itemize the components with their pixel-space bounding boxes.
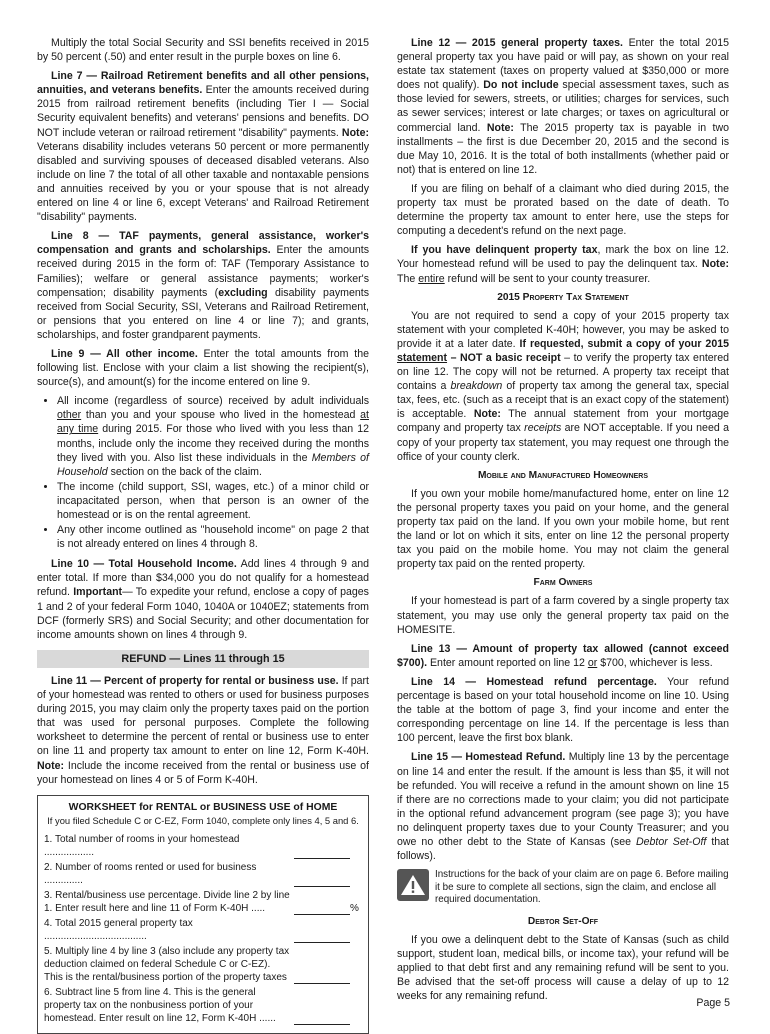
page-number: Page 5: [696, 996, 730, 1009]
worksheet-row-label: 1. Total number of rooms in your homestead ..................: [44, 833, 240, 858]
delinquent-paragraph: If you have delinquent property tax, mark the box on line 12. Your homestead refund will be used to pay the delinquent tax. Note: The entire refund will be sent to your county treasurer.: [397, 244, 729, 285]
worksheet-percent-sign: %: [350, 902, 359, 914]
line14-heading: Line 14 — Homestead refund percentage.: [411, 675, 657, 688]
right-column: [397, 36, 729, 1008]
notice-box: [397, 869, 729, 907]
line7-paragraph: Line 7 — Railroad Retirement benefits and all other pensions, annuities, and veterans benefits. Enter the amounts received during 2015 from railroad retirement benefits (including Tier I — Social Security equivalent benefits) and veterans' pensions and benefits. DO NOT include veteran or railroad retirement "disability" payments. Note: Veterans disability includes veterans 50 percent or more permanently disabled and surviving spouses of deceased disabled veterans. Also include on line 7 the total of all other taxable and nontaxable pensions and annuities received by you or your spouse that is not already entered on line 4 or line 6, except Veterans' and Railroad Retirement "disability" payments.: [37, 70, 370, 224]
statement-paragraph: You are not required to send a copy of your 2015 property tax statement with your completed K-40H; however, you may be asked to provide it at a later date. If requested, submit a copy of your 2015 statement – NOT a basic receipt – to verify the property tax entered on line 12. The copy will not be returned. A property tax receipt that contains a breakdown of property tax among the general tax, special tax, fees, etc. (such as a receipt that is an exact copy of the statement) is acceptable. Note: The annual statement from your mortgage company and property tax receipts are NOT acceptable. If you need a copy of your property tax statement, you may request one through the office of your county clerk.: [397, 309, 729, 463]
decedent-paragraph: If you are filing on behalf of a claimant who died during 2015, the property tax must be prorated based on the date of death. To determine the property tax amount to enter here, use the steps for computing a decedent's refund on the next page.: [397, 182, 729, 238]
worksheet-row-label: 5. Multiply line 4 by line 3 (also include any property tax deduction claimed on federal Schedule C or C-EZ). This is the rental/business portion of the property taxes: [44, 945, 290, 983]
line15-heading: Line 15 — Homestead Refund.: [411, 751, 566, 764]
line9-paragraph: Line 9 — All other income. Enter the total amounts from the following list. Enclose with your claim a list showing the recipient(s), source(s), and amount(s) for the income entered on line 9.: [37, 347, 369, 389]
list-item: • Any other income outlined as "household income" on page 2 that is not already entered on lines 4 through 8.: [57, 523, 369, 551]
mobile-paragraph: If you own your mobile home/manufactured home, enter on line 12 the personal property taxes you paid on your home, and the general property tax paid on the land. If you own your mobile home, but rent the land or lot on which it sits, enter on line 12 the personal property tax you paid on the mobile home. You may not claim the general property tax paid on the rented property.: [397, 487, 729, 571]
debtor-heading: Debtor Set-Off: [527, 915, 599, 927]
worksheet-row: [44, 945, 362, 984]
worksheet-answer-field[interactable]: [294, 875, 350, 887]
notice-text: Instructions for the back of your claim are on page 6. Before mailing it be sure to complete all sections, sign the claim, and enclose all required documentation.: [435, 869, 729, 906]
worksheet-answer-field[interactable]: [294, 972, 350, 984]
statement-heading: 2015 Property Tax Statement: [497, 291, 629, 303]
list-item: • All income (regardless of source) received by adult individuals other than you and your spouse who lived in the homestead at any time during 2015. For those who lived with you less than 12 months, include only the income they received during the months they lived with you. Also list these individuals in the Members of Household section on the back of the claim.: [57, 394, 369, 479]
line11-heading: Line 11 — Percent of property for rental or business use.: [51, 674, 339, 687]
worksheet-answer-field[interactable]: [294, 931, 350, 943]
refund-section-bar: REFUND — Lines 11 through 15: [37, 650, 369, 668]
worksheet-row-label: 4. Total 2015 general property tax .....................................: [44, 917, 193, 942]
line10-paragraph: Line 10 — Total Household Income. Add lines 4 through 9 and enter total. If more than $34,000 you do not qualify for a homestead refund. Important— To expedite your refund, enclose a copy of pages 1 and 2 of your federal Form 1040, 1040A or 1040EZ; statements from DCF (formerly SRS) and Social Security; and other documentation for income amounts shown on lines 4 through 9.: [37, 558, 369, 641]
debtor-paragraph: If you owe a delinquent debt to the State of Kansas (such as child support, student loan, medical bills, or income tax), your refund will be applied to that debt first and any remaining refund will be sent to you. Be advised that the set-off process will cause a delay of up to 12 weeks for any remaining refund.: [397, 933, 729, 1003]
line8-paragraph: Line 8 — TAF payments, general assistance, worker's compensation and grants and scholarships. Enter the amounts received during 2015 in the form of: TAF (Temporary Assistance to Families); welfare or general assistance payments; worker's compensation; disability payments (excluding disability payments received from Social Security, SSI, Veterans and Railroad Retirement, or pensions that you entered on line 4 or line 7); and grants, scholarships, and foster grandparent payments.: [37, 230, 369, 341]
farm-heading: Farm Owners: [533, 577, 593, 589]
worksheet-row-label: 6. Subtract line 5 from line 4. This is the general property tax on the nonbusiness portion of your homestead. Enter result on line 12, Form K-40H ......: [44, 986, 276, 1024]
worksheet-answer-field[interactable]: [294, 903, 350, 915]
worksheet-row: [44, 833, 362, 859]
worksheet-row: [44, 986, 362, 1025]
line9-heading: Line 9 — All other income.: [51, 347, 198, 360]
warning-icon: [397, 869, 429, 901]
worksheet-subtitle: If you filed Schedule C or C-EZ, Form 1040, complete only lines 4, 5 and 6.: [47, 814, 359, 826]
worksheet-row: [44, 889, 362, 915]
line10-heading: Line 10 — Total Household Income.: [51, 558, 237, 571]
mobile-heading: Mobile and Manufactured Homeowners: [477, 469, 649, 481]
worksheet-answer-field[interactable]: [294, 847, 350, 859]
left-column: [37, 36, 369, 1034]
line15-paragraph: Line 15 — Homestead Refund. Multiply line 13 by the percentage on line 14 and enter the result. If the amount is less than $5, it will not be refunded. You will receive a refund in the amount shown on line 15 if there are no corrections made to your claim; you did not participate in the optional refund advancement program (see page 3); you have no delinquent property taxes due to your County Treasurer; and you owe no other debt to the State of Kansas (see Debtor Set-Off that follows).: [397, 751, 729, 863]
worksheet-rows: [44, 833, 362, 1025]
worksheet-title: WORKSHEET for RENTAL or BUSINESS USE of HOME: [68, 801, 338, 813]
line9-list: [37, 394, 369, 551]
line13-heading: Line 13 — Amount of property tax allowed (cannot exceed $700).: [397, 642, 729, 669]
line11-paragraph: Line 11 — Percent of property for rental or business use. If part of your homestead was rented to others or used for business purposes during 2015, you may claim only the property taxes paid on the portion that was used for personal purposes. Complete the following worksheet to determine the percent of rental or business use to enter on line 11 and property tax amount to enter on line 12, Form K-40H. Note: Include the income received from the rental or business use of your homestead on lines 4 or 5 of Form K-40H.: [37, 674, 369, 786]
line13-paragraph: Line 13 — Amount of property tax allowed (cannot exceed $700). Enter amount reported on line 12 or $700, whichever is less.: [397, 642, 729, 669]
worksheet-answer-field[interactable]: [294, 1013, 350, 1025]
line12-paragraph: Line 12 — 2015 general property taxes. Enter the total 2015 general property tax you have paid or will pay, as shown on your real estate tax statement (taxes on property valued at $350,000 or more does not qualify). Do not include special assessment taxes, such as those levied for sewers, streets, or utilities; charges for services, such as sewer services; interest or late charges; or taxes on agricultural or commercial land. Note: The 2015 property tax is payable in two installments – the first is due December 20, 2015 and the second is due May 10, 2016. It is the total of both installments (whether paid or not) that is entered on line 12.: [397, 37, 730, 176]
line12-heading: Line 12 — 2015 general property taxes.: [411, 37, 623, 49]
farm-paragraph: If your homestead is part of a farm covered by a single property tax statement, you may use only the general property tax paid on the HOMESITE.: [397, 595, 729, 636]
line14-paragraph: Line 14 — Homestead refund percentage. Your refund percentage is based on your total household income on line 10. Using the table at the bottom of page 3, find your income and enter the corresponding percentage on line 14. If the percentage is less than 100 percent, leave the first box blank.: [397, 675, 729, 745]
worksheet-row-label: 2. Number of rooms rented or used for business ..............: [44, 861, 257, 886]
list-item: • The income (child support, SSI, wages, etc.) of a minor child or incapacitated person, when that person is an owner of the homestead or is on the rental agreement.: [57, 480, 369, 522]
line8-heading: Line 8 — TAF payments, general assistance, worker's compensation and grants and scholarships.: [37, 230, 369, 257]
rental-business-worksheet: [37, 795, 369, 1034]
ssi-paragraph: Multiply the total Social Security and SSI benefits received in 2015 by 50 percent (.50) and enter result in the purple boxes on line 6.: [37, 37, 369, 64]
worksheet-row: [44, 917, 362, 943]
line7-heading: Line 7 — Railroad Retirement benefits and all other pensions, annuities, and veterans benefits.: [37, 70, 369, 97]
worksheet-row: [44, 861, 362, 887]
worksheet-row-label: 3. Rental/business use percentage. Divide line 2 by line 1. Enter result here and line 11 of Form K-40H .....: [44, 889, 290, 914]
